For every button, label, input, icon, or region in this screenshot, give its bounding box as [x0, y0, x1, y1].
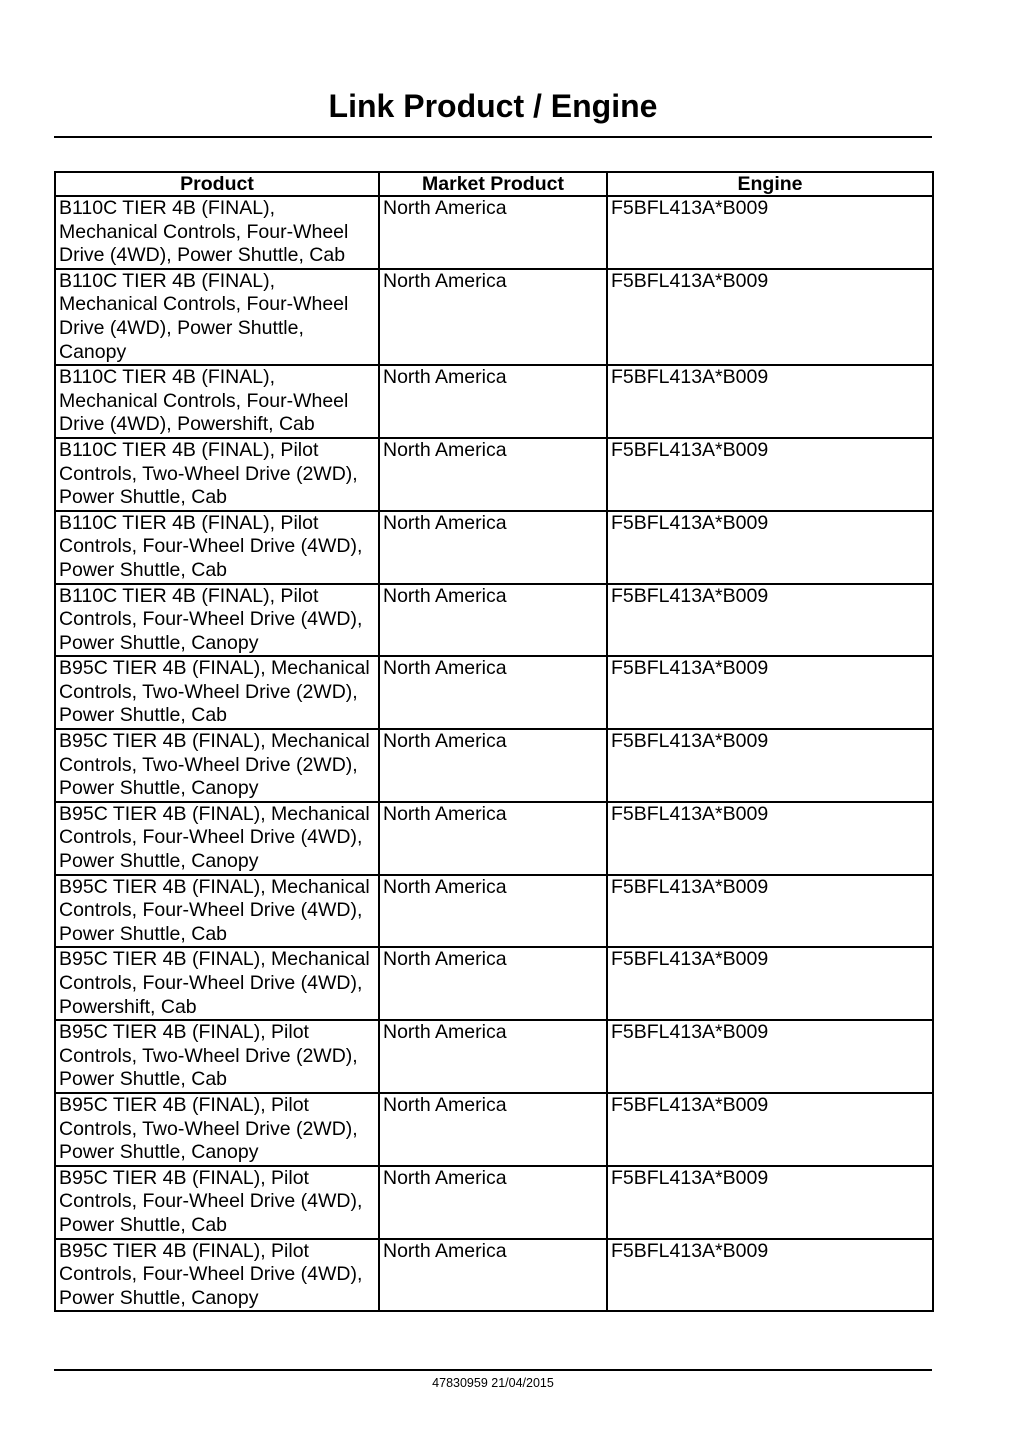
engine-cell: F5BFL413A*B009	[607, 511, 933, 584]
engine-cell: F5BFL413A*B009	[607, 1239, 933, 1312]
engine-cell: F5BFL413A*B009	[607, 947, 933, 1020]
engine-cell: F5BFL413A*B009	[607, 269, 933, 365]
market-product-cell: North America	[379, 196, 607, 269]
table-row	[55, 269, 933, 365]
market-product-cell: North America	[379, 438, 607, 511]
table-body	[55, 196, 933, 1311]
table-row	[55, 196, 933, 269]
market-product-cell: North America	[379, 1166, 607, 1239]
table-row	[55, 1166, 933, 1239]
table-row	[55, 802, 933, 875]
engine-cell: F5BFL413A*B009	[607, 729, 933, 802]
market-product-cell: North America	[379, 269, 607, 365]
engine-cell: F5BFL413A*B009	[607, 875, 933, 948]
product-cell: B110C TIER 4B (FINAL), Pilot Controls, Two-Wheel Drive (2WD), Power Shuttle, Cab	[55, 438, 379, 511]
market-product-cell: North America	[379, 656, 607, 729]
product-cell: B110C TIER 4B (FINAL), Mechanical Controls, Four-Wheel Drive (4WD), Power Shuttle, Cab	[55, 196, 379, 269]
title-divider	[54, 136, 932, 138]
market-product-cell: North America	[379, 584, 607, 657]
market-product-cell: North America	[379, 947, 607, 1020]
product-cell: B95C TIER 4B (FINAL), Pilot Controls, Two-Wheel Drive (2WD), Power Shuttle, Cab	[55, 1020, 379, 1093]
product-cell: B110C TIER 4B (FINAL), Mechanical Controls, Four-Wheel Drive (4WD), Power Shuttle, Canopy	[55, 269, 379, 365]
table-row	[55, 656, 933, 729]
market-product-cell: North America	[379, 1239, 607, 1312]
table-row	[55, 365, 933, 438]
market-product-cell: North America	[379, 1093, 607, 1166]
product-cell: B110C TIER 4B (FINAL), Pilot Controls, Four-Wheel Drive (4WD), Power Shuttle, Canopy	[55, 584, 379, 657]
header-product: Product	[55, 172, 379, 196]
footer-divider	[54, 1369, 932, 1371]
product-cell: B110C TIER 4B (FINAL), Pilot Controls, Four-Wheel Drive (4WD), Power Shuttle, Cab	[55, 511, 379, 584]
market-product-cell: North America	[379, 365, 607, 438]
engine-cell: F5BFL413A*B009	[607, 438, 933, 511]
engine-cell: F5BFL413A*B009	[607, 584, 933, 657]
product-cell: B95C TIER 4B (FINAL), Mechanical Controls, Four-Wheel Drive (4WD), Power Shuttle, Canopy	[55, 802, 379, 875]
engine-cell: F5BFL413A*B009	[607, 1020, 933, 1093]
footer-doc-id: 47830959 21/04/2015	[432, 1376, 554, 1390]
table-row	[55, 584, 933, 657]
product-cell: B95C TIER 4B (FINAL), Mechanical Controls, Two-Wheel Drive (2WD), Power Shuttle, Cab	[55, 656, 379, 729]
product-engine-table	[54, 171, 934, 1312]
engine-cell: F5BFL413A*B009	[607, 1166, 933, 1239]
table-row	[55, 1239, 933, 1312]
market-product-cell: North America	[379, 511, 607, 584]
table-row	[55, 875, 933, 948]
table-row	[55, 1093, 933, 1166]
product-cell: B95C TIER 4B (FINAL), Mechanical Controls, Two-Wheel Drive (2WD), Power Shuttle, Canopy	[55, 729, 379, 802]
engine-cell: F5BFL413A*B009	[607, 365, 933, 438]
table-row	[55, 438, 933, 511]
product-cell: B95C TIER 4B (FINAL), Pilot Controls, Four-Wheel Drive (4WD), Power Shuttle, Canopy	[55, 1239, 379, 1312]
table-row	[55, 1020, 933, 1093]
product-cell: B95C TIER 4B (FINAL), Pilot Controls, Two-Wheel Drive (2WD), Power Shuttle, Canopy	[55, 1093, 379, 1166]
header-market-product: Market Product	[379, 172, 607, 196]
table-row	[55, 729, 933, 802]
product-cell: B95C TIER 4B (FINAL), Pilot Controls, Four-Wheel Drive (4WD), Power Shuttle, Cab	[55, 1166, 379, 1239]
product-cell: B95C TIER 4B (FINAL), Mechanical Controls, Four-Wheel Drive (4WD), Power Shuttle, Cab	[55, 875, 379, 948]
table-row	[55, 947, 933, 1020]
engine-cell: F5BFL413A*B009	[607, 656, 933, 729]
market-product-cell: North America	[379, 1020, 607, 1093]
product-cell: B110C TIER 4B (FINAL), Mechanical Controls, Four-Wheel Drive (4WD), Powershift, Cab	[55, 365, 379, 438]
market-product-cell: North America	[379, 802, 607, 875]
table-header-row	[55, 172, 933, 196]
engine-cell: F5BFL413A*B009	[607, 802, 933, 875]
product-cell: B95C TIER 4B (FINAL), Mechanical Controls, Four-Wheel Drive (4WD), Powershift, Cab	[55, 947, 379, 1020]
market-product-cell: North America	[379, 729, 607, 802]
page-title: Link Product / Engine	[328, 88, 658, 124]
engine-cell: F5BFL413A*B009	[607, 196, 933, 269]
market-product-cell: North America	[379, 875, 607, 948]
table-row	[55, 511, 933, 584]
header-engine: Engine	[607, 172, 933, 196]
engine-cell: F5BFL413A*B009	[607, 1093, 933, 1166]
